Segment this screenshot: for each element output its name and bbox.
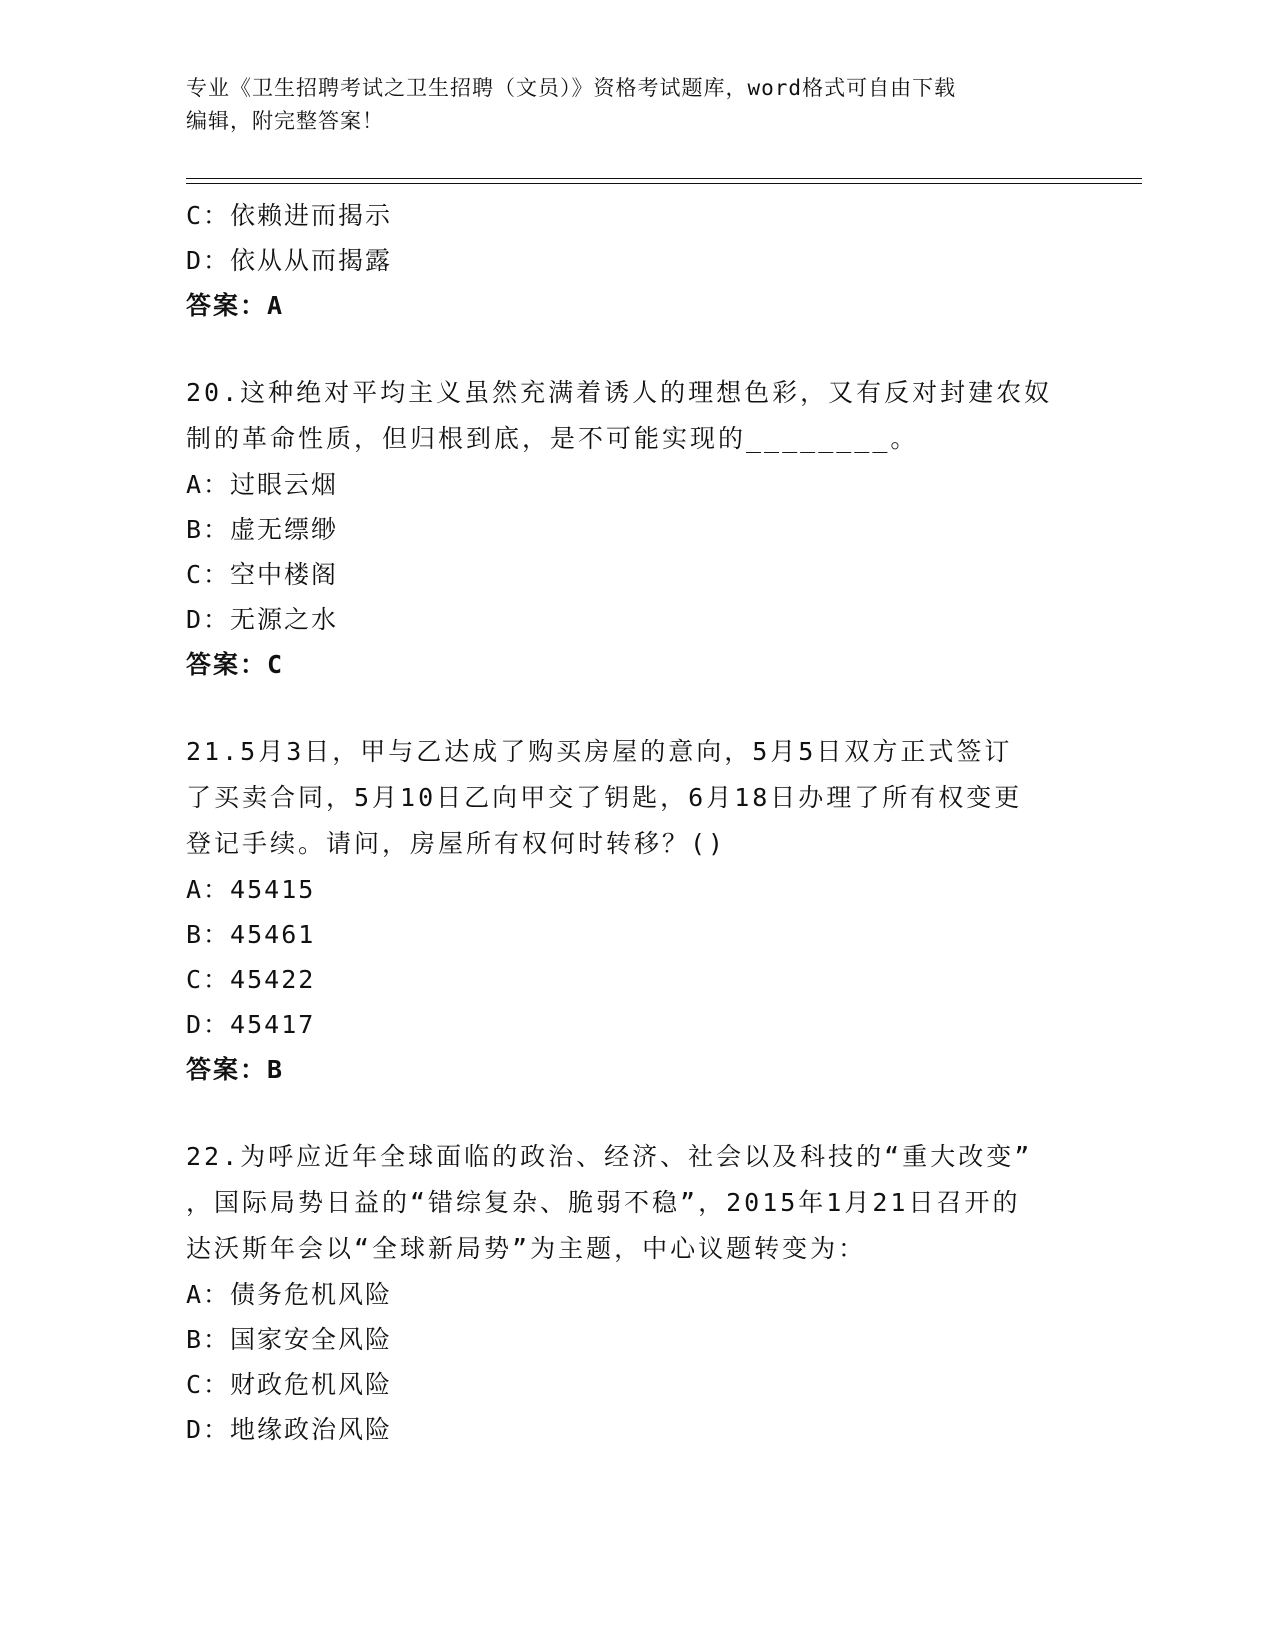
- option-c: C：空中楼阁: [186, 560, 339, 589]
- question-text-line: 了买卖合同，5月10日乙向甲交了钥匙，6月18日办理了所有权变更: [186, 783, 1023, 812]
- option-a: A：45415: [186, 875, 316, 904]
- header-divider-bottom: [186, 183, 1142, 184]
- option-b: B：虚无缥缈: [186, 515, 339, 544]
- question-20: [186, 370, 1086, 687]
- option-d: D：45417: [186, 1010, 316, 1039]
- question-content: [186, 193, 1086, 1452]
- question-22: [186, 1134, 1086, 1452]
- option-a: A：债务危机风险: [186, 1280, 393, 1309]
- question-text-line: 21.5月3日，甲与乙达成了购买房屋的意向，5月5日双方正式签订: [186, 737, 1013, 766]
- option-a: A：过眼云烟: [186, 470, 339, 499]
- header-divider-top: [186, 178, 1142, 179]
- option-b: B：国家安全风险: [186, 1325, 393, 1354]
- question-text-line: ，国际局势日益的“错综复杂、脆弱不稳”，2015年1月21日召开的: [186, 1188, 1021, 1217]
- answer-line: 答案：B: [186, 1055, 285, 1084]
- answer-line: 答案：A: [186, 291, 285, 320]
- spacer: [186, 687, 1086, 729]
- answer-line: 答案：C: [186, 650, 285, 679]
- spacer: [186, 328, 1086, 370]
- option-d: D：无源之水: [186, 605, 339, 634]
- previous-question-tail: [186, 193, 1086, 328]
- document-header: [186, 72, 1066, 138]
- option-c: C：依赖进而揭示: [186, 201, 393, 230]
- header-line-1: 专业《卫生招聘考试之卫生招聘（文员）》资格考试题库，word格式可自由下载: [186, 76, 957, 100]
- question-text-line: 20.这种绝对平均主义虽然充满着诱人的理想色彩，又有反对封建农奴: [186, 378, 1053, 407]
- option-d: D：依从从而揭露: [186, 246, 393, 275]
- header-line-2: 编辑，附完整答案！: [186, 109, 384, 133]
- option-d: D：地缘政治风险: [186, 1415, 393, 1444]
- option-c: C：财政危机风险: [186, 1370, 393, 1399]
- question-text-line: 22.为呼应近年全球面临的政治、经济、社会以及科技的“重大改变”: [186, 1142, 1033, 1171]
- question-text-line: 达沃斯年会以“全球新局势”为主题，中心议题转变为：: [186, 1234, 867, 1263]
- option-b: B：45461: [186, 920, 316, 949]
- question-text-line: 制的革命性质，但归根到底，是不可能实现的________。: [186, 424, 919, 453]
- spacer: [186, 1092, 1086, 1134]
- question-21: [186, 729, 1086, 1092]
- option-c: C：45422: [186, 965, 316, 994]
- question-text-line: 登记手续。请问，房屋所有权何时转移？(): [186, 829, 727, 858]
